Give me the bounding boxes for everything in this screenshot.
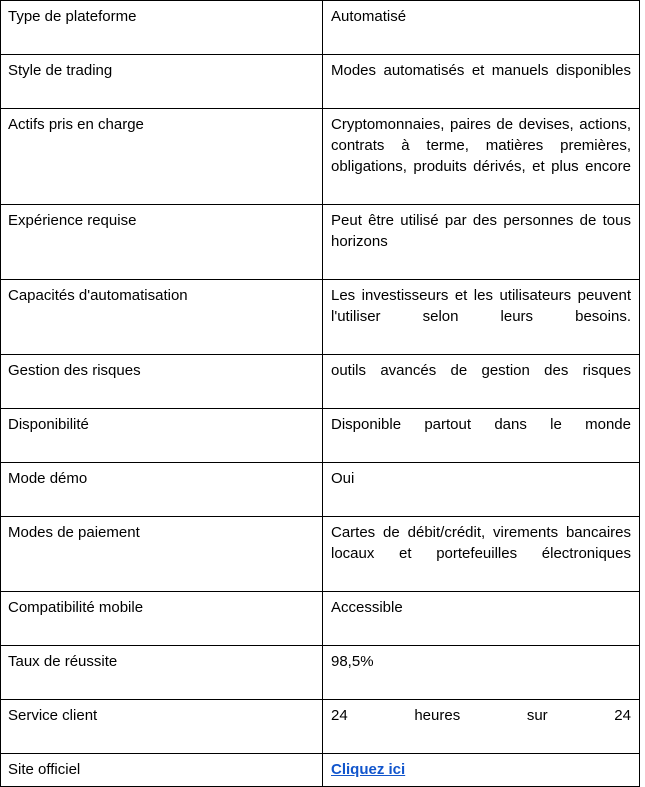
spec-label-cell xyxy=(1,355,323,409)
spec-label-cell xyxy=(1,55,323,109)
spec-label-text: Type de plateforme xyxy=(8,8,137,25)
spec-value-text: Peut être utilisé par des personnes de tous horizons xyxy=(331,212,631,250)
spec-value-cell xyxy=(323,355,640,409)
table-row xyxy=(1,592,640,646)
spec-label-cell xyxy=(1,754,323,787)
spec-label-cell xyxy=(1,700,323,754)
spec-label-cell xyxy=(1,1,323,55)
spec-value-cell xyxy=(323,463,640,517)
spec-value-cell xyxy=(323,1,640,55)
spec-label-cell xyxy=(1,517,323,592)
spec-value-text: Cartes de débit/crédit, virements bancaires locaux et portefeuilles électroniques xyxy=(331,524,631,562)
spec-label-cell xyxy=(1,409,323,463)
spec-value-cell xyxy=(323,55,640,109)
spec-label-text: Gestion des risques xyxy=(8,362,141,379)
spec-label-text: Mode démo xyxy=(8,470,88,487)
spec-label-text: Disponibilité xyxy=(8,416,89,433)
spec-value-cell[interactable] xyxy=(323,754,640,787)
spec-value-text: 24 heures sur 24 xyxy=(331,707,631,724)
table-row xyxy=(1,517,640,592)
spec-label-text: Taux de réussite xyxy=(8,653,118,670)
spec-label-text: Service client xyxy=(8,707,98,724)
table-row xyxy=(1,55,640,109)
table-row xyxy=(1,205,640,280)
table-row xyxy=(1,700,640,754)
spec-label-cell xyxy=(1,592,323,646)
spec-value-text: outils avancés de gestion des risques xyxy=(331,362,631,379)
spec-value-cell xyxy=(323,517,640,592)
spec-value-cell xyxy=(323,280,640,355)
table-row xyxy=(1,280,640,355)
spec-value-text: Oui xyxy=(331,470,355,487)
spec-label-cell xyxy=(1,280,323,355)
spec-label-text: Modes de paiement xyxy=(8,524,140,541)
spec-value-cell xyxy=(323,409,640,463)
spec-value-text: Accessible xyxy=(331,599,403,616)
spec-label-cell xyxy=(1,109,323,205)
official-site-link[interactable]: Cliquez ici xyxy=(331,761,406,778)
spec-value-text: Modes automatisés et manuels disponibles xyxy=(331,62,631,79)
spec-label-cell xyxy=(1,646,323,700)
table-row xyxy=(1,646,640,700)
spec-value-text: Automatisé xyxy=(331,8,407,25)
spec-label-text: Expérience requise xyxy=(8,212,137,229)
spec-label-text: Actifs pris en charge xyxy=(8,116,144,133)
spec-value-cell xyxy=(323,109,640,205)
spec-value-cell xyxy=(323,592,640,646)
table-row xyxy=(1,355,640,409)
spec-label-text: Style de trading xyxy=(8,62,113,79)
table-row xyxy=(1,409,640,463)
specifications-table-body xyxy=(1,1,640,787)
spec-label-cell xyxy=(1,463,323,517)
table-row xyxy=(1,463,640,517)
spec-value-text: Disponible partout dans le monde xyxy=(331,416,631,433)
spec-value-cell xyxy=(323,700,640,754)
spec-value-cell xyxy=(323,646,640,700)
spec-label-text: Compatibilité mobile xyxy=(8,599,144,616)
spec-value-text: 98,5% xyxy=(331,653,374,670)
spec-value-cell xyxy=(323,205,640,280)
spec-label-cell xyxy=(1,205,323,280)
table-row xyxy=(1,754,640,787)
table-row xyxy=(1,109,640,205)
spec-value-text: Les investisseurs et les utilisateurs peuvent l'utiliser selon leurs besoins. xyxy=(331,287,631,325)
spec-label-text: Site officiel xyxy=(8,761,81,778)
spec-label-text: Capacités d'automatisation xyxy=(8,287,188,304)
table-row xyxy=(1,1,640,55)
spec-value-text: Cryptomonnaies, paires de devises, actions, contrats à terme, matières premières, obligations, produits dérivés, et plus encore xyxy=(331,116,631,175)
